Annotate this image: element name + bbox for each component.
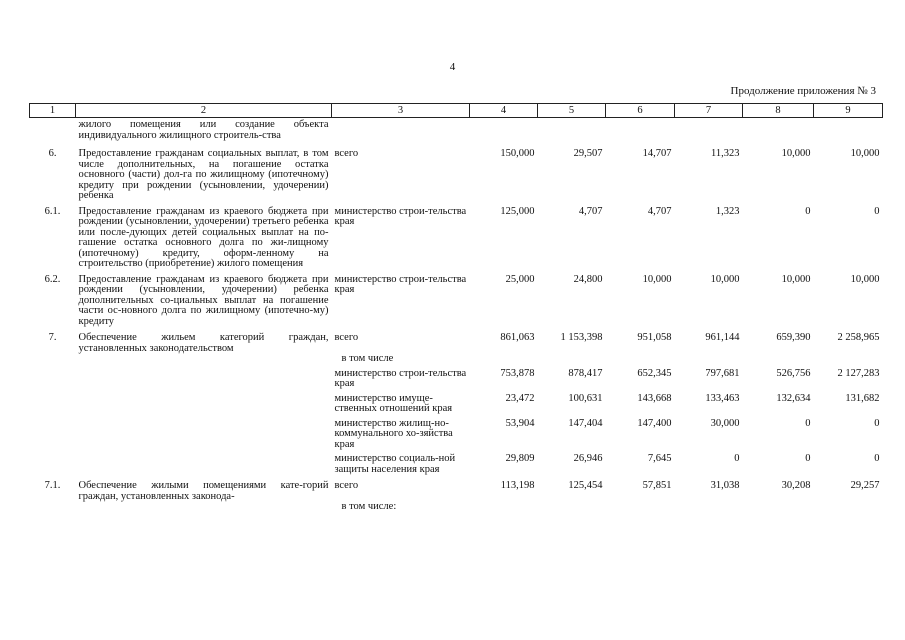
row-value: 10,000 <box>710 273 740 285</box>
row-description: Обеспечение жильем категорий граждан, установленных законодательством <box>78 332 329 354</box>
row-description <box>76 365 332 390</box>
row-description: Предоставление гражданам из краевого бюджета при рождении (усыновлении, удочерении) ребенка дополнительных со-циальных выплат на погашение части ос-новного долга по жилищному (ипотечно-му) кредиту <box>78 273 329 327</box>
table-row <box>30 141 883 202</box>
row-description: Предоставление гражданам из краевого бюджета при рождении (усыновлении, удочерении) третьего ребенка или после-дующих детей социальных выплат на по-гашение остатка основного долга по жи-лищному (ипотечному) кредиту, оформ-ленному на строительство (приобретение) жилого помещения <box>78 205 329 269</box>
table-row <box>30 270 883 328</box>
row-value <box>538 502 606 513</box>
row-value: 951,058 <box>637 332 672 343</box>
row-value: 10,000 <box>850 148 880 159</box>
column-header: 4 <box>470 104 538 118</box>
row-value: 861,063 <box>500 332 535 343</box>
row-executor <box>332 118 470 142</box>
row-value: 4,707 <box>578 205 603 217</box>
column-header: 2 <box>76 104 332 118</box>
row-number <box>30 354 76 365</box>
row-value: 147,404 <box>568 417 603 429</box>
row-value: 10,000 <box>781 148 811 159</box>
row-value: 131,682 <box>845 392 880 404</box>
row-description <box>76 450 332 475</box>
row-value: 29,257 <box>850 480 880 491</box>
row-number <box>30 118 76 142</box>
row-executor: в том числе: <box>341 501 397 512</box>
row-executor: в том числе <box>341 353 394 364</box>
table-row <box>30 202 883 270</box>
column-header: 6 <box>606 104 675 118</box>
row-value: 10,000 <box>850 273 880 285</box>
row-executor: всего <box>334 332 359 343</box>
row-value: 10,000 <box>781 273 811 285</box>
column-header: 9 <box>814 104 883 118</box>
row-value: 4,707 <box>647 205 672 217</box>
row-number: 7.1. <box>44 480 61 491</box>
appendix-table <box>29 103 883 513</box>
row-number: 6. <box>48 148 57 159</box>
row-value: 0 <box>805 417 811 429</box>
table-row <box>30 415 883 451</box>
continuation-label: Продолжение приложения № 3 <box>730 85 876 97</box>
row-value <box>606 118 675 142</box>
row-executor: министерство строи-тельства края <box>334 205 467 227</box>
table-row <box>30 354 883 365</box>
row-value: 147,400 <box>637 417 672 429</box>
column-header: 3 <box>332 104 470 118</box>
row-description: Обеспечение жилыми помещениями кате-горий граждан, установленных законода- <box>78 480 329 502</box>
table-row <box>30 365 883 390</box>
row-value: 150,000 <box>500 148 535 159</box>
row-executor: министерство строи-тельства края <box>334 367 467 389</box>
row-description <box>76 502 332 513</box>
row-value <box>675 502 743 513</box>
row-value: 1,323 <box>715 205 740 217</box>
row-value <box>470 354 538 365</box>
row-value: 797,681 <box>705 367 740 379</box>
row-description: жилого помещения или создание объекта индивидуального жилищного строитель-ства <box>78 119 329 141</box>
row-value: 526,756 <box>776 367 811 379</box>
row-value: 2 127,283 <box>837 367 880 379</box>
row-value <box>538 118 606 142</box>
row-value: 29,809 <box>505 453 535 464</box>
table-body <box>30 118 883 513</box>
row-value: 7,645 <box>647 453 672 464</box>
column-header: 1 <box>30 104 76 118</box>
row-value: 0 <box>874 453 880 464</box>
row-value: 0 <box>805 205 811 217</box>
row-value: 100,631 <box>568 392 603 404</box>
row-value: 24,800 <box>573 273 603 285</box>
row-value <box>606 502 675 513</box>
column-header: 7 <box>675 104 743 118</box>
row-description: Предоставление гражданам социальных выплат, в том числе дополнительных, на погашение остатка основного (части) дол-га по жилищному (ипотечному) кредиту при рождении (усыновлении, удочерении) ребенка <box>78 148 329 201</box>
row-value: 0 <box>874 205 880 217</box>
row-value: 1 153,398 <box>560 332 603 343</box>
row-value: 132,634 <box>776 392 811 404</box>
row-value: 125,454 <box>568 480 603 491</box>
row-value: 2 258,965 <box>837 332 880 343</box>
row-executor: министерство социаль-ной защиты населения края <box>334 453 456 475</box>
table-row <box>30 502 883 513</box>
row-value: 659,390 <box>776 332 811 343</box>
row-value: 0 <box>734 453 740 464</box>
row-value <box>743 354 814 365</box>
table-row <box>30 390 883 415</box>
row-description <box>76 390 332 415</box>
row-number <box>30 365 76 390</box>
table-row <box>30 327 883 354</box>
row-value: 23,472 <box>505 392 535 404</box>
row-value <box>606 354 675 365</box>
row-value: 10,000 <box>642 273 672 285</box>
row-value: 753,878 <box>500 367 535 379</box>
row-number <box>30 450 76 475</box>
row-value <box>814 354 883 365</box>
row-value: 143,668 <box>637 392 672 404</box>
row-value: 29,507 <box>573 148 603 159</box>
row-value: 961,144 <box>705 332 740 343</box>
table-row <box>30 118 883 142</box>
row-value: 31,038 <box>710 480 740 491</box>
header-row <box>30 104 883 118</box>
row-executor: всего <box>334 480 359 491</box>
row-number <box>30 502 76 513</box>
page-number: 4 <box>449 61 456 73</box>
row-number <box>30 390 76 415</box>
row-value: 652,345 <box>637 367 672 379</box>
column-header: 5 <box>538 104 606 118</box>
row-description <box>76 415 332 451</box>
row-value: 133,463 <box>705 392 740 404</box>
row-executor: министерство строи-тельства края <box>334 273 467 295</box>
row-executor: министерство жилищ-но-коммунального хо-зяйства края <box>334 417 453 450</box>
row-value <box>743 502 814 513</box>
row-executor: всего <box>334 148 359 159</box>
row-value <box>814 118 883 142</box>
row-value: 878,417 <box>568 367 603 379</box>
row-value: 125,000 <box>500 205 535 217</box>
row-number: 6.1. <box>44 205 61 217</box>
row-value <box>470 502 538 513</box>
row-number: 6.2. <box>44 273 61 285</box>
table-row <box>30 450 883 475</box>
row-value: 57,851 <box>642 480 672 491</box>
column-header: 8 <box>743 104 814 118</box>
row-value: 53,904 <box>505 417 535 429</box>
row-value: 113,198 <box>500 480 535 491</box>
row-description <box>76 354 332 365</box>
row-number: 7. <box>48 332 57 343</box>
row-value: 30,000 <box>710 417 740 429</box>
row-value: 14,707 <box>642 148 672 159</box>
row-value <box>470 118 538 142</box>
row-value <box>675 118 743 142</box>
row-value <box>675 354 743 365</box>
table-row <box>30 475 883 502</box>
row-value <box>743 118 814 142</box>
row-value: 11,323 <box>711 148 740 159</box>
row-value: 30,208 <box>781 480 811 491</box>
row-value: 0 <box>874 417 880 429</box>
row-value: 26,946 <box>573 453 603 464</box>
row-value <box>814 502 883 513</box>
row-number <box>30 415 76 451</box>
row-value: 25,000 <box>505 273 535 285</box>
row-value: 0 <box>805 453 811 464</box>
row-value <box>538 354 606 365</box>
row-executor: министерство имуще-ственных отношений края <box>334 392 453 414</box>
